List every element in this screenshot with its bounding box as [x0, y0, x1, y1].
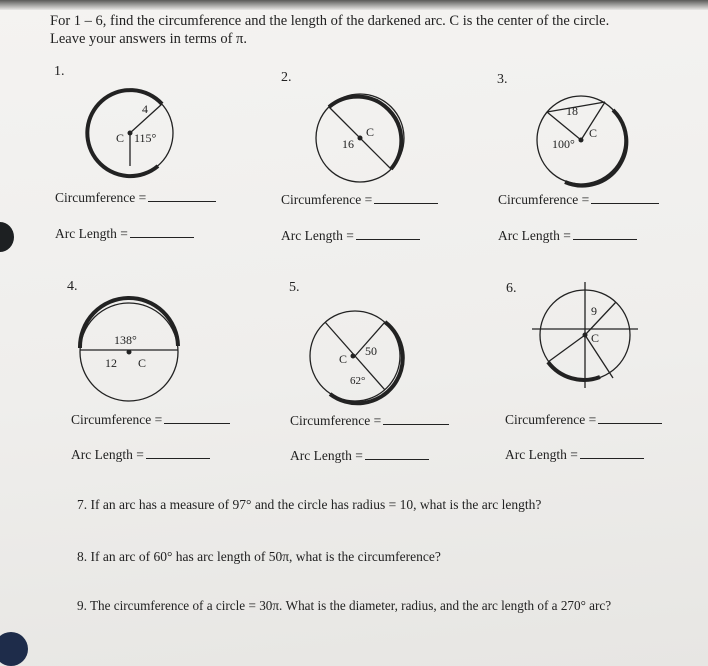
problem-2-circumference-label: Circumference = — [281, 192, 373, 207]
problem-1-arc-blank[interactable] — [130, 236, 194, 238]
question-7: 7. If an arc has a measure of 97° and the circle has radius = 10, what is the arc length? — [77, 497, 542, 512]
problem-1-number: 1. — [54, 64, 65, 79]
problem-4-center-label: C — [138, 356, 147, 370]
problem-2-circumference-row — [281, 192, 438, 208]
problem-5-center-point — [351, 354, 356, 359]
problem-1-center-point — [128, 131, 133, 136]
problem-4-angle-label: 138° — [114, 333, 137, 347]
problem-1-circumference-blank[interactable] — [148, 200, 216, 202]
problem-5-angle-label: 62° — [350, 375, 366, 387]
problem-3-number: 3. — [497, 72, 508, 87]
problem-1-radius-label: 4 — [142, 102, 148, 116]
problem-2-center-point — [358, 136, 363, 141]
problem-1-arc-label: Arc Length = — [55, 226, 128, 241]
instructions-line-1: For 1 – 6, find the circumference and the length of the darkened arc. C is the center of the circle. — [50, 13, 610, 29]
problem-6-radius-c — [585, 302, 616, 335]
problem-5-radius-label: 50 — [365, 344, 377, 358]
problem-2-figure — [306, 82, 416, 192]
problem-5-number: 5. — [289, 280, 300, 295]
problem-4-number: 4. — [67, 279, 78, 294]
problem-3-circumference-blank[interactable] — [591, 202, 659, 204]
problem-2-center-label: C — [366, 125, 375, 139]
problem-4-circumference-row — [71, 412, 230, 428]
problem-5-circumference-blank[interactable] — [383, 423, 449, 425]
problem-1-figure — [80, 76, 180, 186]
problem-3-arc-blank[interactable] — [573, 238, 637, 240]
problem-1-circumference-row — [55, 190, 216, 206]
problem-4-arc-blank[interactable] — [146, 457, 210, 459]
problem-6-radius-label: 9 — [591, 304, 597, 318]
problem-5-arc-row — [290, 448, 429, 464]
problem-3-center-point — [579, 138, 584, 143]
problem-6-center-label: C — [591, 331, 600, 345]
problem-5-figure — [305, 300, 415, 410]
problem-2-number: 2. — [281, 70, 292, 85]
problem-3-arc-label: Arc Length = — [498, 228, 571, 243]
problem-5-center-label: C — [339, 352, 348, 366]
page-top-shadow — [0, 0, 708, 10]
problem-1-arc-row — [55, 226, 194, 242]
problem-4-radius-label: 12 — [105, 356, 117, 370]
problem-1-angle-label: 115° — [134, 131, 157, 145]
problem-6-arc-label: Arc Length = — [505, 447, 578, 462]
problem-1-circumference-label: Circumference = — [55, 190, 147, 205]
problem-5-arc-blank[interactable] — [365, 458, 429, 460]
problem-5-circumference-row — [290, 413, 449, 429]
problem-6-darkened-arc — [548, 362, 600, 380]
problem-6-figure — [528, 280, 640, 392]
problem-4-figure — [76, 296, 186, 406]
problem-6-circumference-row — [505, 412, 662, 428]
problem-5-arc-label: Arc Length = — [290, 448, 363, 463]
problem-6-arc-blank[interactable] — [580, 457, 644, 459]
problem-3-circumference-row — [498, 192, 659, 208]
problem-3-circumference-label: Circumference = — [498, 192, 590, 207]
problem-4-circumference-label: Circumference = — [71, 412, 163, 427]
problem-2-arc-row — [281, 228, 420, 244]
problem-5-circumference-label: Circumference = — [290, 413, 382, 428]
problem-2-arc-label: Arc Length = — [281, 228, 354, 243]
problem-4-circumference-blank[interactable] — [164, 422, 230, 424]
problem-2-circumference-blank[interactable] — [374, 202, 438, 204]
problem-4-arc-row — [71, 447, 210, 463]
problem-4-center-point — [127, 350, 132, 355]
problem-2-diameter-label: 16 — [342, 137, 354, 151]
problem-6-arc-row — [505, 447, 644, 463]
problem-6-number: 6. — [506, 281, 517, 296]
problem-6-radius-a — [548, 335, 585, 362]
problem-1-center-label: C — [116, 131, 125, 145]
instructions-line-2: Leave your answers in terms of π. — [50, 31, 247, 47]
problem-3-chord-label: 18 — [566, 104, 578, 118]
question-9: 9. The circumference of a circle = 30π. What is the diameter, radius, and the arc length of a 270° arc? — [77, 598, 612, 613]
problem-4-arc-label: Arc Length = — [71, 447, 144, 462]
problem-6-circumference-blank[interactable] — [598, 422, 662, 424]
problem-3-arc-row — [498, 228, 637, 244]
question-8: 8. If an arc of 60° has arc length of 50π, what is the circumference? — [77, 549, 441, 564]
problem-6-circumference-label: Circumference = — [505, 412, 597, 427]
problem-3-figure — [525, 84, 635, 194]
problem-3-angle-label: 100° — [552, 137, 575, 151]
problem-6-center-point — [583, 333, 588, 338]
problem-3-center-label: C — [589, 126, 598, 140]
problem-2-arc-blank[interactable] — [356, 238, 420, 240]
